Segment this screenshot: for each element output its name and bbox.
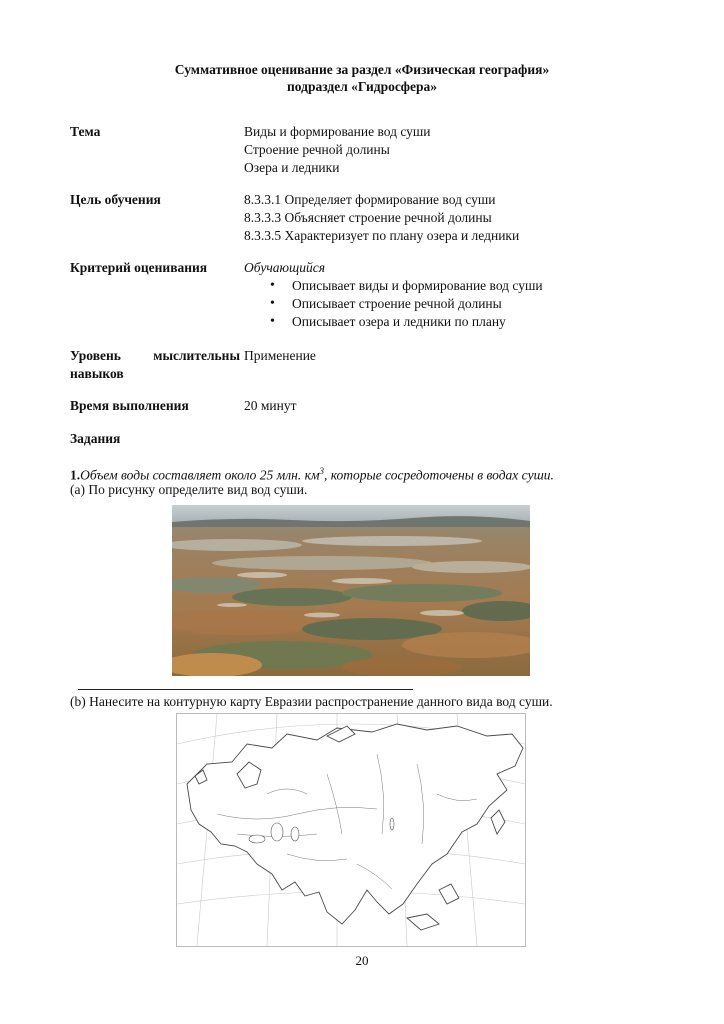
page-number: 20 xyxy=(355,953,369,968)
topic-value-2: Строение речной долины xyxy=(244,142,390,157)
level-label-word1: Уровень xyxy=(70,348,121,363)
level-label-word3: навыков xyxy=(70,366,124,381)
goal-label: Цель обучения xyxy=(70,192,161,207)
task1-text-before: Объем воды составляет около 25 млн. км xyxy=(80,467,320,483)
time-label: Время выполнения xyxy=(70,398,189,413)
topic-value-3: Озера и ледники xyxy=(244,160,340,175)
level-value: Применение xyxy=(244,348,316,363)
time-value: 20 минут xyxy=(244,398,297,413)
goal-value-2: 8.3.3.3 Объясняет строение речной долины xyxy=(244,210,492,225)
level-label-word2: мыслительны xyxy=(153,348,240,363)
criteria-intro: Обучающийся xyxy=(244,260,326,275)
topic-label: Тема xyxy=(70,124,101,139)
criteria-label: Критерий оценивания xyxy=(70,260,208,275)
goal-value-3: 8.3.3.5 Характеризует по плану озера и ледники xyxy=(244,228,520,243)
task1-part-b: (b) Нанесите на контурную карту Евразии распространение данного вида вод суши. xyxy=(70,694,553,709)
criteria-item: • Описывает строение речной долины xyxy=(270,295,543,313)
tasks-heading: Задания xyxy=(70,431,121,446)
answer-line[interactable] xyxy=(78,689,413,690)
document-title-line1: Суммативное оценивание за раздел «Физическая география» xyxy=(174,62,550,77)
task1-statement: 1.Объем воды составляет около 25 млн. $км^3$, которые сосредоточены в водах суши. xyxy=(70,466,554,483)
criteria-list xyxy=(270,277,543,331)
criteria-item: • Описывает виды и формирование вод суши xyxy=(270,277,543,295)
task1-part-a: (а) По рисунку определите вид вод суши. xyxy=(70,482,308,497)
goal-value-1: 8.3.3.1 Определяет формирование вод суши xyxy=(244,192,496,207)
wetland-photo xyxy=(172,505,530,676)
task1-text-after: , которые сосредоточены в водах суши. xyxy=(324,467,554,483)
document-title-line2: подраздел «Гидросфера» xyxy=(286,79,438,94)
task1-number: 1 xyxy=(70,467,77,483)
criteria-item: • Описывает озера и ледники по плану xyxy=(270,313,543,331)
task1-superscript: 3 xyxy=(319,466,324,476)
eurasia-contour-map xyxy=(176,713,526,947)
level-label xyxy=(70,347,240,383)
topic-value-1: Виды и формирование вод суши xyxy=(244,124,431,139)
